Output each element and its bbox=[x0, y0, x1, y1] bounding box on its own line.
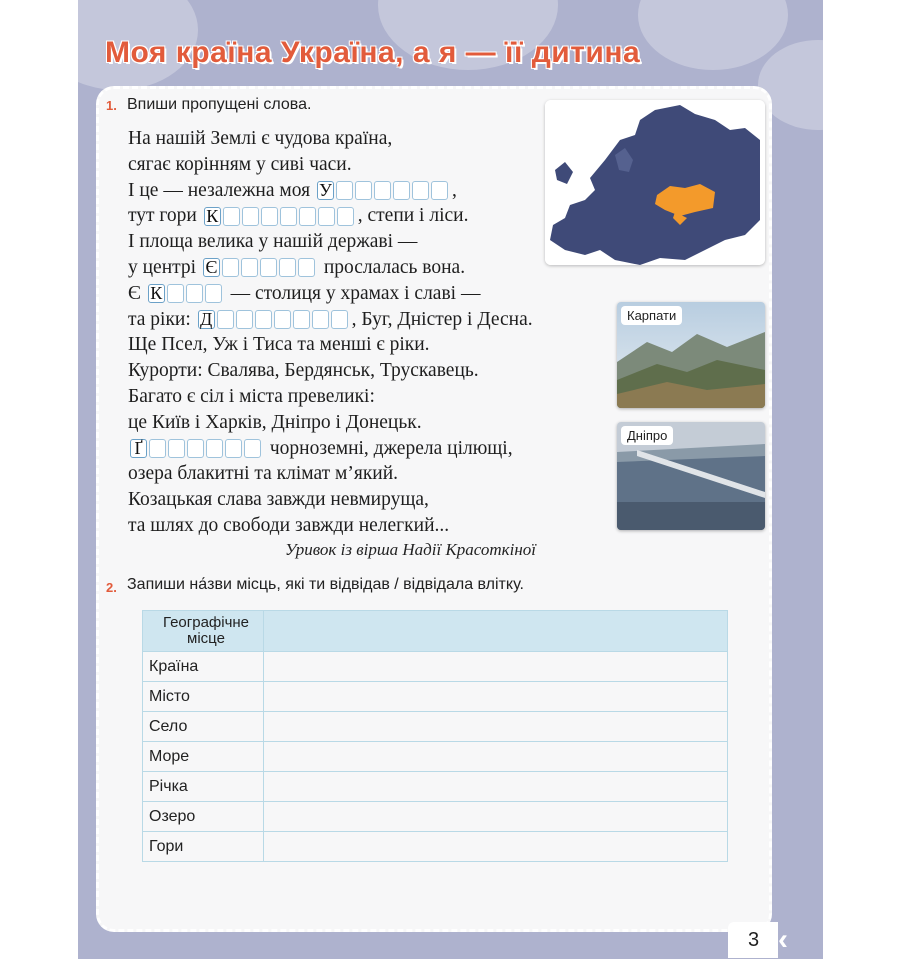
letter-input-box[interactable] bbox=[167, 284, 184, 303]
row-label: Гори bbox=[143, 832, 264, 862]
task-2-number: 2. bbox=[106, 580, 117, 595]
poem-text: це Київ і Харків, Дніпро і Донецьк. bbox=[128, 411, 422, 433]
letter-input-box[interactable] bbox=[299, 207, 316, 226]
fill-in-word bbox=[198, 310, 348, 329]
answer-cell[interactable] bbox=[264, 772, 728, 802]
letter-input-box[interactable] bbox=[222, 258, 239, 277]
letter-input-box[interactable] bbox=[374, 181, 391, 200]
poem-line bbox=[128, 461, 533, 487]
poem-line bbox=[128, 152, 533, 178]
letter-input-box[interactable] bbox=[225, 439, 242, 458]
poem-text: І площа велика у нашій державі — bbox=[128, 231, 418, 253]
poem-text: , Буг, Дністер і Десна. bbox=[351, 308, 533, 330]
table-header-row bbox=[143, 611, 728, 652]
poem-line bbox=[128, 178, 533, 204]
poem-text: та шлях до свободи завжди нелегкий... bbox=[128, 514, 450, 536]
poem-line bbox=[128, 487, 533, 513]
poem-text: Ще Псел, Уж і Тиса та менші є ріки. bbox=[128, 334, 430, 356]
letter-input-box[interactable] bbox=[241, 258, 258, 277]
letter-input-box[interactable] bbox=[280, 207, 297, 226]
poem-text: сягає корінням у сиві часи. bbox=[128, 153, 352, 175]
table-row bbox=[143, 832, 728, 862]
letter-input-box[interactable] bbox=[186, 284, 203, 303]
letter-input-box[interactable] bbox=[244, 439, 261, 458]
letter-input-box[interactable] bbox=[412, 181, 429, 200]
table-row bbox=[143, 682, 728, 712]
given-letter-box: Є bbox=[203, 258, 220, 277]
poem-line bbox=[128, 229, 533, 255]
poem-line bbox=[128, 410, 533, 436]
header-line-1: Географічне bbox=[162, 614, 250, 631]
task-2-instruction: Запиши на́зви місць, які ти відвідав / відвідала влітку. bbox=[127, 576, 524, 593]
poem-credit: Уривок із вірша Надії Красоткіної bbox=[285, 540, 536, 559]
fill-in-word bbox=[203, 258, 315, 277]
letter-input-box[interactable] bbox=[217, 310, 234, 329]
poem-text: у центрі bbox=[128, 256, 201, 278]
answer-cell[interactable] bbox=[264, 832, 728, 862]
poem bbox=[128, 126, 533, 539]
poem-text: озера блакитні та клімат м’який. bbox=[128, 463, 399, 485]
poem-text: І це — незалежна моя bbox=[128, 179, 315, 201]
poem-text: , степи і ліси. bbox=[357, 205, 469, 227]
poem-text: Багато є сіл і міста превеликі: bbox=[128, 385, 375, 407]
letter-input-box[interactable] bbox=[149, 439, 166, 458]
row-label: Річка bbox=[143, 772, 264, 802]
poem-line bbox=[128, 203, 533, 229]
answer-cell[interactable] bbox=[264, 682, 728, 712]
places-table bbox=[142, 610, 728, 862]
letter-input-box[interactable] bbox=[168, 439, 185, 458]
poem-text: Курорти: Свалява, Бердянськ, Трускавець. bbox=[128, 360, 479, 382]
row-label: Країна bbox=[143, 652, 264, 682]
given-letter-box: К bbox=[204, 207, 221, 226]
letter-input-box[interactable] bbox=[255, 310, 272, 329]
page-title: Моя країна Україна, а я — її дитина bbox=[105, 36, 641, 69]
europe-map bbox=[545, 100, 765, 265]
letter-input-box[interactable] bbox=[331, 310, 348, 329]
decor-blob bbox=[638, 0, 788, 70]
letter-input-box[interactable] bbox=[236, 310, 253, 329]
answer-cell[interactable] bbox=[264, 712, 728, 742]
row-label: Озеро bbox=[143, 802, 264, 832]
table-row bbox=[143, 772, 728, 802]
answer-cell[interactable] bbox=[264, 652, 728, 682]
carpathians-photo bbox=[617, 302, 765, 408]
poem-text: Є bbox=[128, 282, 146, 304]
table-row bbox=[143, 712, 728, 742]
task-1-number: 1. bbox=[106, 98, 117, 113]
chevron-left-icon: ‹ bbox=[778, 923, 788, 956]
poem-text: На нашій Землі є чудова країна, bbox=[128, 128, 393, 149]
letter-input-box[interactable] bbox=[318, 207, 335, 226]
table-row bbox=[143, 802, 728, 832]
letter-input-box[interactable] bbox=[260, 258, 277, 277]
page-number: 3 bbox=[728, 922, 778, 958]
letter-input-box[interactable] bbox=[206, 439, 223, 458]
row-label: Село bbox=[143, 712, 264, 742]
letter-input-box[interactable] bbox=[393, 181, 410, 200]
poem-line bbox=[128, 281, 533, 307]
carpathians-label: Карпати bbox=[621, 306, 682, 325]
dnipro-label: Дніпро bbox=[621, 426, 673, 445]
poem-line bbox=[128, 358, 533, 384]
letter-input-box[interactable] bbox=[242, 207, 259, 226]
fill-in-word bbox=[204, 207, 354, 226]
header-line-2: місце bbox=[187, 630, 225, 647]
row-label: Місто bbox=[143, 682, 264, 712]
europe-map-icon bbox=[545, 100, 765, 265]
poem-line bbox=[128, 513, 533, 539]
table-row bbox=[143, 652, 728, 682]
poem-line bbox=[128, 307, 533, 333]
poem-text: , bbox=[451, 179, 457, 201]
letter-input-box[interactable] bbox=[298, 258, 315, 277]
table-header-empty-cell bbox=[264, 611, 728, 652]
poem-text: Козацькая слава завжди невмируща, bbox=[128, 489, 429, 511]
poem-line bbox=[128, 332, 533, 358]
poem-text: чорноземні, джерела цілющі, bbox=[265, 437, 513, 459]
letter-input-box[interactable] bbox=[187, 439, 204, 458]
letter-input-box[interactable] bbox=[293, 310, 310, 329]
given-letter-box: Ґ bbox=[130, 439, 147, 458]
fill-in-word bbox=[317, 181, 448, 200]
letter-input-box[interactable] bbox=[274, 310, 291, 329]
letter-input-box[interactable] bbox=[279, 258, 296, 277]
letter-input-box[interactable] bbox=[312, 310, 329, 329]
poem-line bbox=[128, 255, 533, 281]
letter-input-box[interactable] bbox=[336, 181, 353, 200]
poem-line bbox=[128, 126, 533, 152]
dnipro-photo bbox=[617, 422, 765, 530]
letter-input-box[interactable] bbox=[261, 207, 278, 226]
letter-input-box[interactable] bbox=[355, 181, 372, 200]
row-label: Море bbox=[143, 742, 264, 772]
letter-input-box[interactable] bbox=[223, 207, 240, 226]
poem-text: прослалась вона. bbox=[318, 256, 466, 278]
poem-text: тут гори bbox=[128, 205, 202, 227]
given-letter-box: К bbox=[148, 284, 165, 303]
given-letter-box: У bbox=[317, 181, 334, 200]
poem-text: та ріки: bbox=[128, 308, 196, 330]
letter-input-box[interactable] bbox=[431, 181, 448, 200]
poem-line bbox=[128, 384, 533, 410]
letter-input-box[interactable] bbox=[205, 284, 222, 303]
poem-line bbox=[128, 436, 533, 462]
answer-cell[interactable] bbox=[264, 802, 728, 832]
letter-input-box[interactable] bbox=[337, 207, 354, 226]
table-header-cell bbox=[143, 611, 264, 652]
fill-in-word bbox=[148, 284, 222, 303]
table-row bbox=[143, 742, 728, 772]
poem-text: — столиця у храмах і славі — bbox=[225, 282, 481, 304]
answer-cell[interactable] bbox=[264, 742, 728, 772]
given-letter-box: Д bbox=[198, 310, 215, 329]
fill-in-word bbox=[130, 439, 261, 458]
task-1-instruction: Впиши пропущені слова. bbox=[127, 96, 312, 113]
